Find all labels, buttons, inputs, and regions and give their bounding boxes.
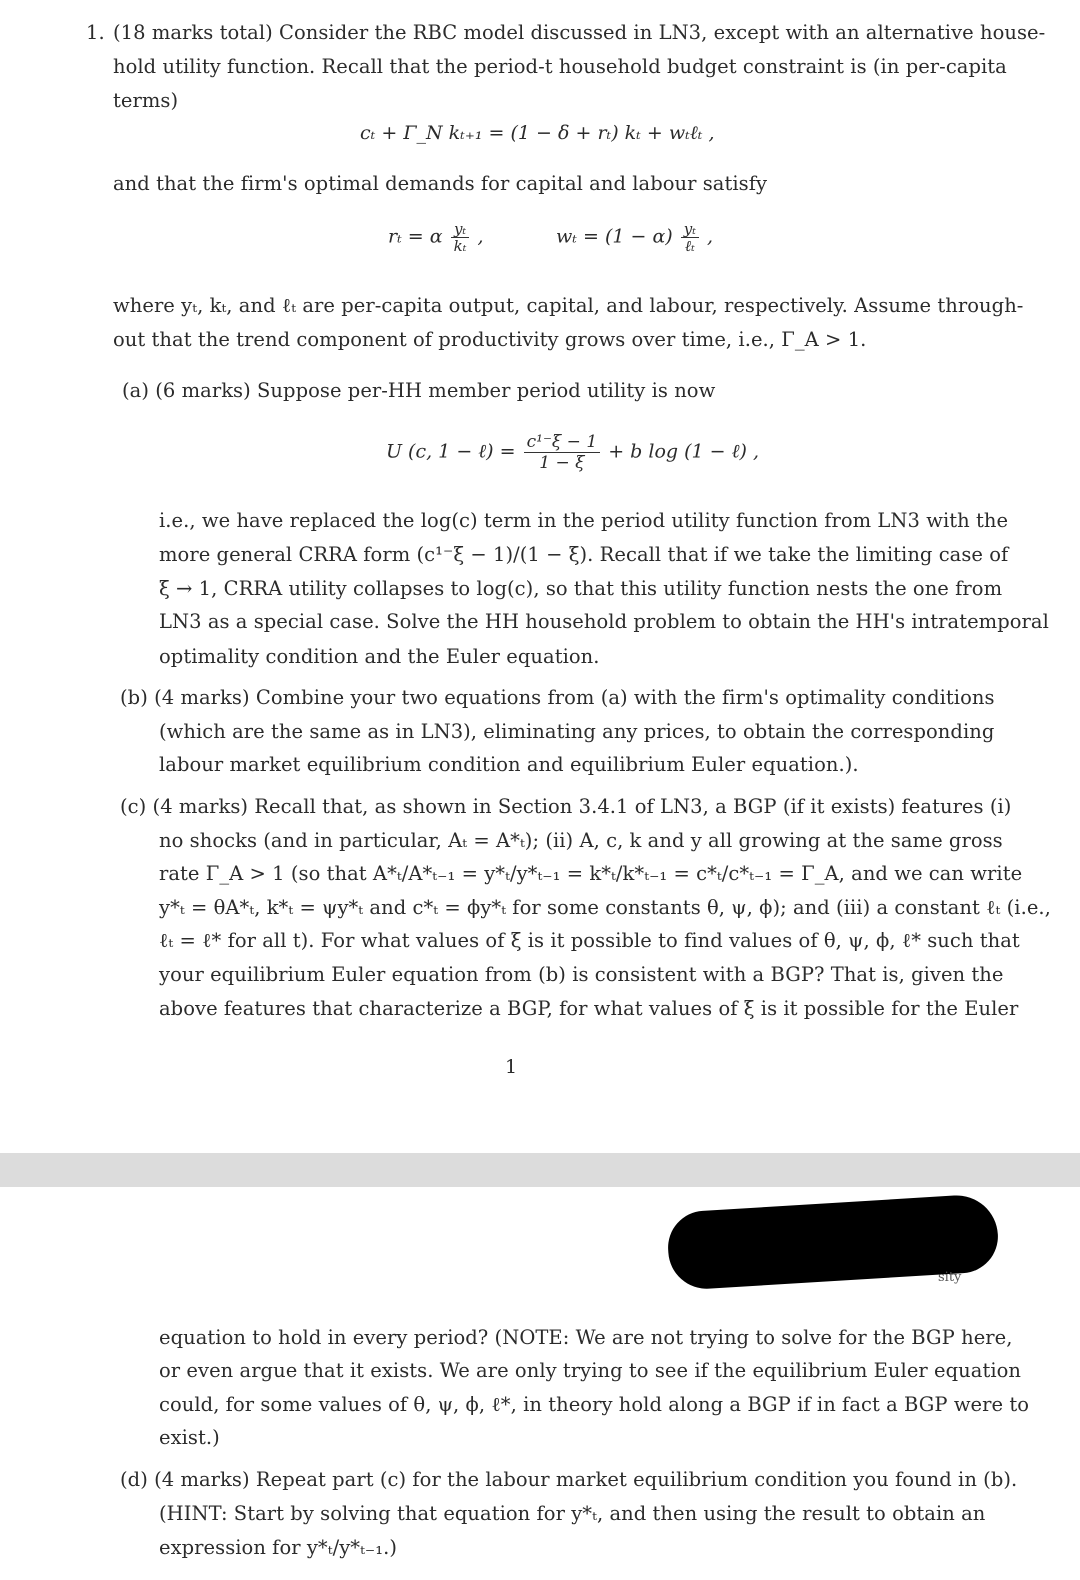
part-d-line-3: expression for y*ₜ/y*ₜ₋₁.)	[159, 1536, 398, 1559]
firm-w-equation	[556, 221, 713, 254]
y-over-k-fraction	[451, 221, 470, 254]
crra-denominator: 1 − ξ	[524, 452, 601, 473]
part-c-line-5: ℓₜ = ℓ* for all t). For what values of ξ is it possible to find values of θ, ψ, ϕ, ℓ* such that	[159, 929, 1020, 952]
part-a-line-1: (a) (6 marks) Suppose per-HH member period utility is now	[122, 379, 716, 402]
part-a-line-4: ξ → 1, CRRA utility collapses to log(c), so that this utility function nests the one from	[159, 577, 1003, 600]
utility-function-equation	[386, 432, 759, 473]
redacted-text-fragment: sity	[938, 1270, 962, 1285]
part-a-line-2: i.e., we have replaced the log(c) term in the period utility function from LN3 with the	[159, 509, 1009, 532]
q1-line-5: where yₜ, kₜ, and ℓₜ are per-capita output, capital, and labour, respectively. Assume through-	[113, 294, 1024, 317]
frac-denominator: ℓₜ	[681, 237, 699, 254]
crra-numerator: c¹⁻ξ − 1	[526, 432, 598, 452]
question-number: 1.	[86, 21, 105, 44]
crra-fraction	[524, 432, 601, 473]
q1-line-6: out that the trend component of productivity grows over time, i.e., Γ_A > 1.	[113, 328, 867, 351]
frac-numerator: yₜ	[453, 220, 467, 238]
part-b-line-2: (which are the same as in LN3), eliminating any prices, to obtain the corresponding	[159, 720, 995, 743]
part-a-line-5: LN3 as a special case. Solve the HH household problem to obtain the HH's intratemporal	[159, 610, 1049, 633]
part-c-line-10: could, for some values of θ, ψ, ϕ, ℓ*, in theory hold along a BGP if in fact a BGP were to	[159, 1393, 1030, 1416]
part-c-line-1: (c) (4 marks) Recall that, as shown in Section 3.4.1 of LN3, a BGP (if it exists) features (i)	[120, 795, 1012, 818]
y-over-l-fraction	[681, 221, 699, 254]
part-d-line-2: (HINT: Start by solving that equation for y*ₜ, and then using the result to obtain an	[159, 1502, 986, 1525]
frac-denominator: kₜ	[451, 237, 470, 254]
budget-constraint-equation: cₜ + Γ_N kₜ₊₁ = (1 − δ + rₜ) kₜ + wₜℓₜ ,	[360, 122, 715, 144]
comma: ,	[706, 225, 714, 248]
part-c-line-8: equation to hold in every period? (NOTE: We are not trying to solve for the BGP here,	[159, 1326, 1013, 1349]
part-a-line-6: optimality condition and the Euler equation.	[159, 645, 600, 668]
part-c-line-4: y*ₜ = θA*ₜ, k*ₜ = ψy*ₜ and c*ₜ = ϕy*ₜ for some constants θ, ψ, ϕ); and (iii) a constant ℓₜ (i.e.,	[159, 896, 1051, 919]
part-b-line-1: (b) (4 marks) Combine your two equations from (a) with the firm's optimality conditions	[120, 686, 995, 709]
part-c-line-11: exist.)	[159, 1426, 220, 1449]
q1-line-3: terms)	[113, 89, 179, 112]
part-c-line-2: no shocks (and in particular, Aₜ = A*ₜ); (ii) A, c, k and y all growing at the same gross	[159, 829, 1003, 852]
q1-line-1: (18 marks total) Consider the RBC model discussed in LN3, except with an alternative house-	[113, 21, 1046, 44]
frac-numerator: yₜ	[683, 220, 696, 238]
comma: ,	[477, 225, 484, 248]
utility-rhs: + b log (1 − ℓ) ,	[608, 440, 759, 463]
page-break-band	[0, 1153, 1080, 1187]
part-d-line-1: (d) (4 marks) Repeat part (c) for the labour market equilibrium condition you found in (b).	[120, 1468, 1018, 1491]
q1-line-4: and that the firm's optimal demands for capital and labour satisfy	[113, 172, 768, 195]
part-c-line-6: your equilibrium Euler equation from (b) is consistent with a BGP? That is, given the	[159, 963, 1004, 986]
firm-w-lhs: wₜ = (1 − α)	[556, 225, 673, 248]
page-number: 1	[505, 1056, 518, 1078]
firm-r-equation	[388, 221, 484, 254]
q1-line-2: hold utility function. Recall that the period-t household budget constraint is (in per-capita	[113, 55, 1007, 78]
part-c-line-9: or even argue that it exists. We are only trying to see if the equilibrium Euler equation	[159, 1359, 1022, 1382]
part-b-line-3: labour market equilibrium condition and equilibrium Euler equation.).	[159, 753, 859, 776]
part-c-line-3: rate Γ_A > 1 (so that A*ₜ/A*ₜ₋₁ = y*ₜ/y*ₜ₋₁ = k*ₜ/k*ₜ₋₁ = c*ₜ/c*ₜ₋₁ = Γ_A, and we can write	[159, 862, 1023, 885]
part-c-line-7: above features that characterize a BGP, for what values of ξ is it possible for the Euler	[159, 997, 1019, 1020]
part-a-line-3: more general CRRA form (c¹⁻ξ − 1)/(1 − ξ). Recall that if we take the limiting case of	[159, 543, 1009, 566]
firm-r-lhs: rₜ = α	[388, 225, 443, 248]
utility-lhs: U (c, 1 − ℓ) =	[386, 440, 516, 463]
